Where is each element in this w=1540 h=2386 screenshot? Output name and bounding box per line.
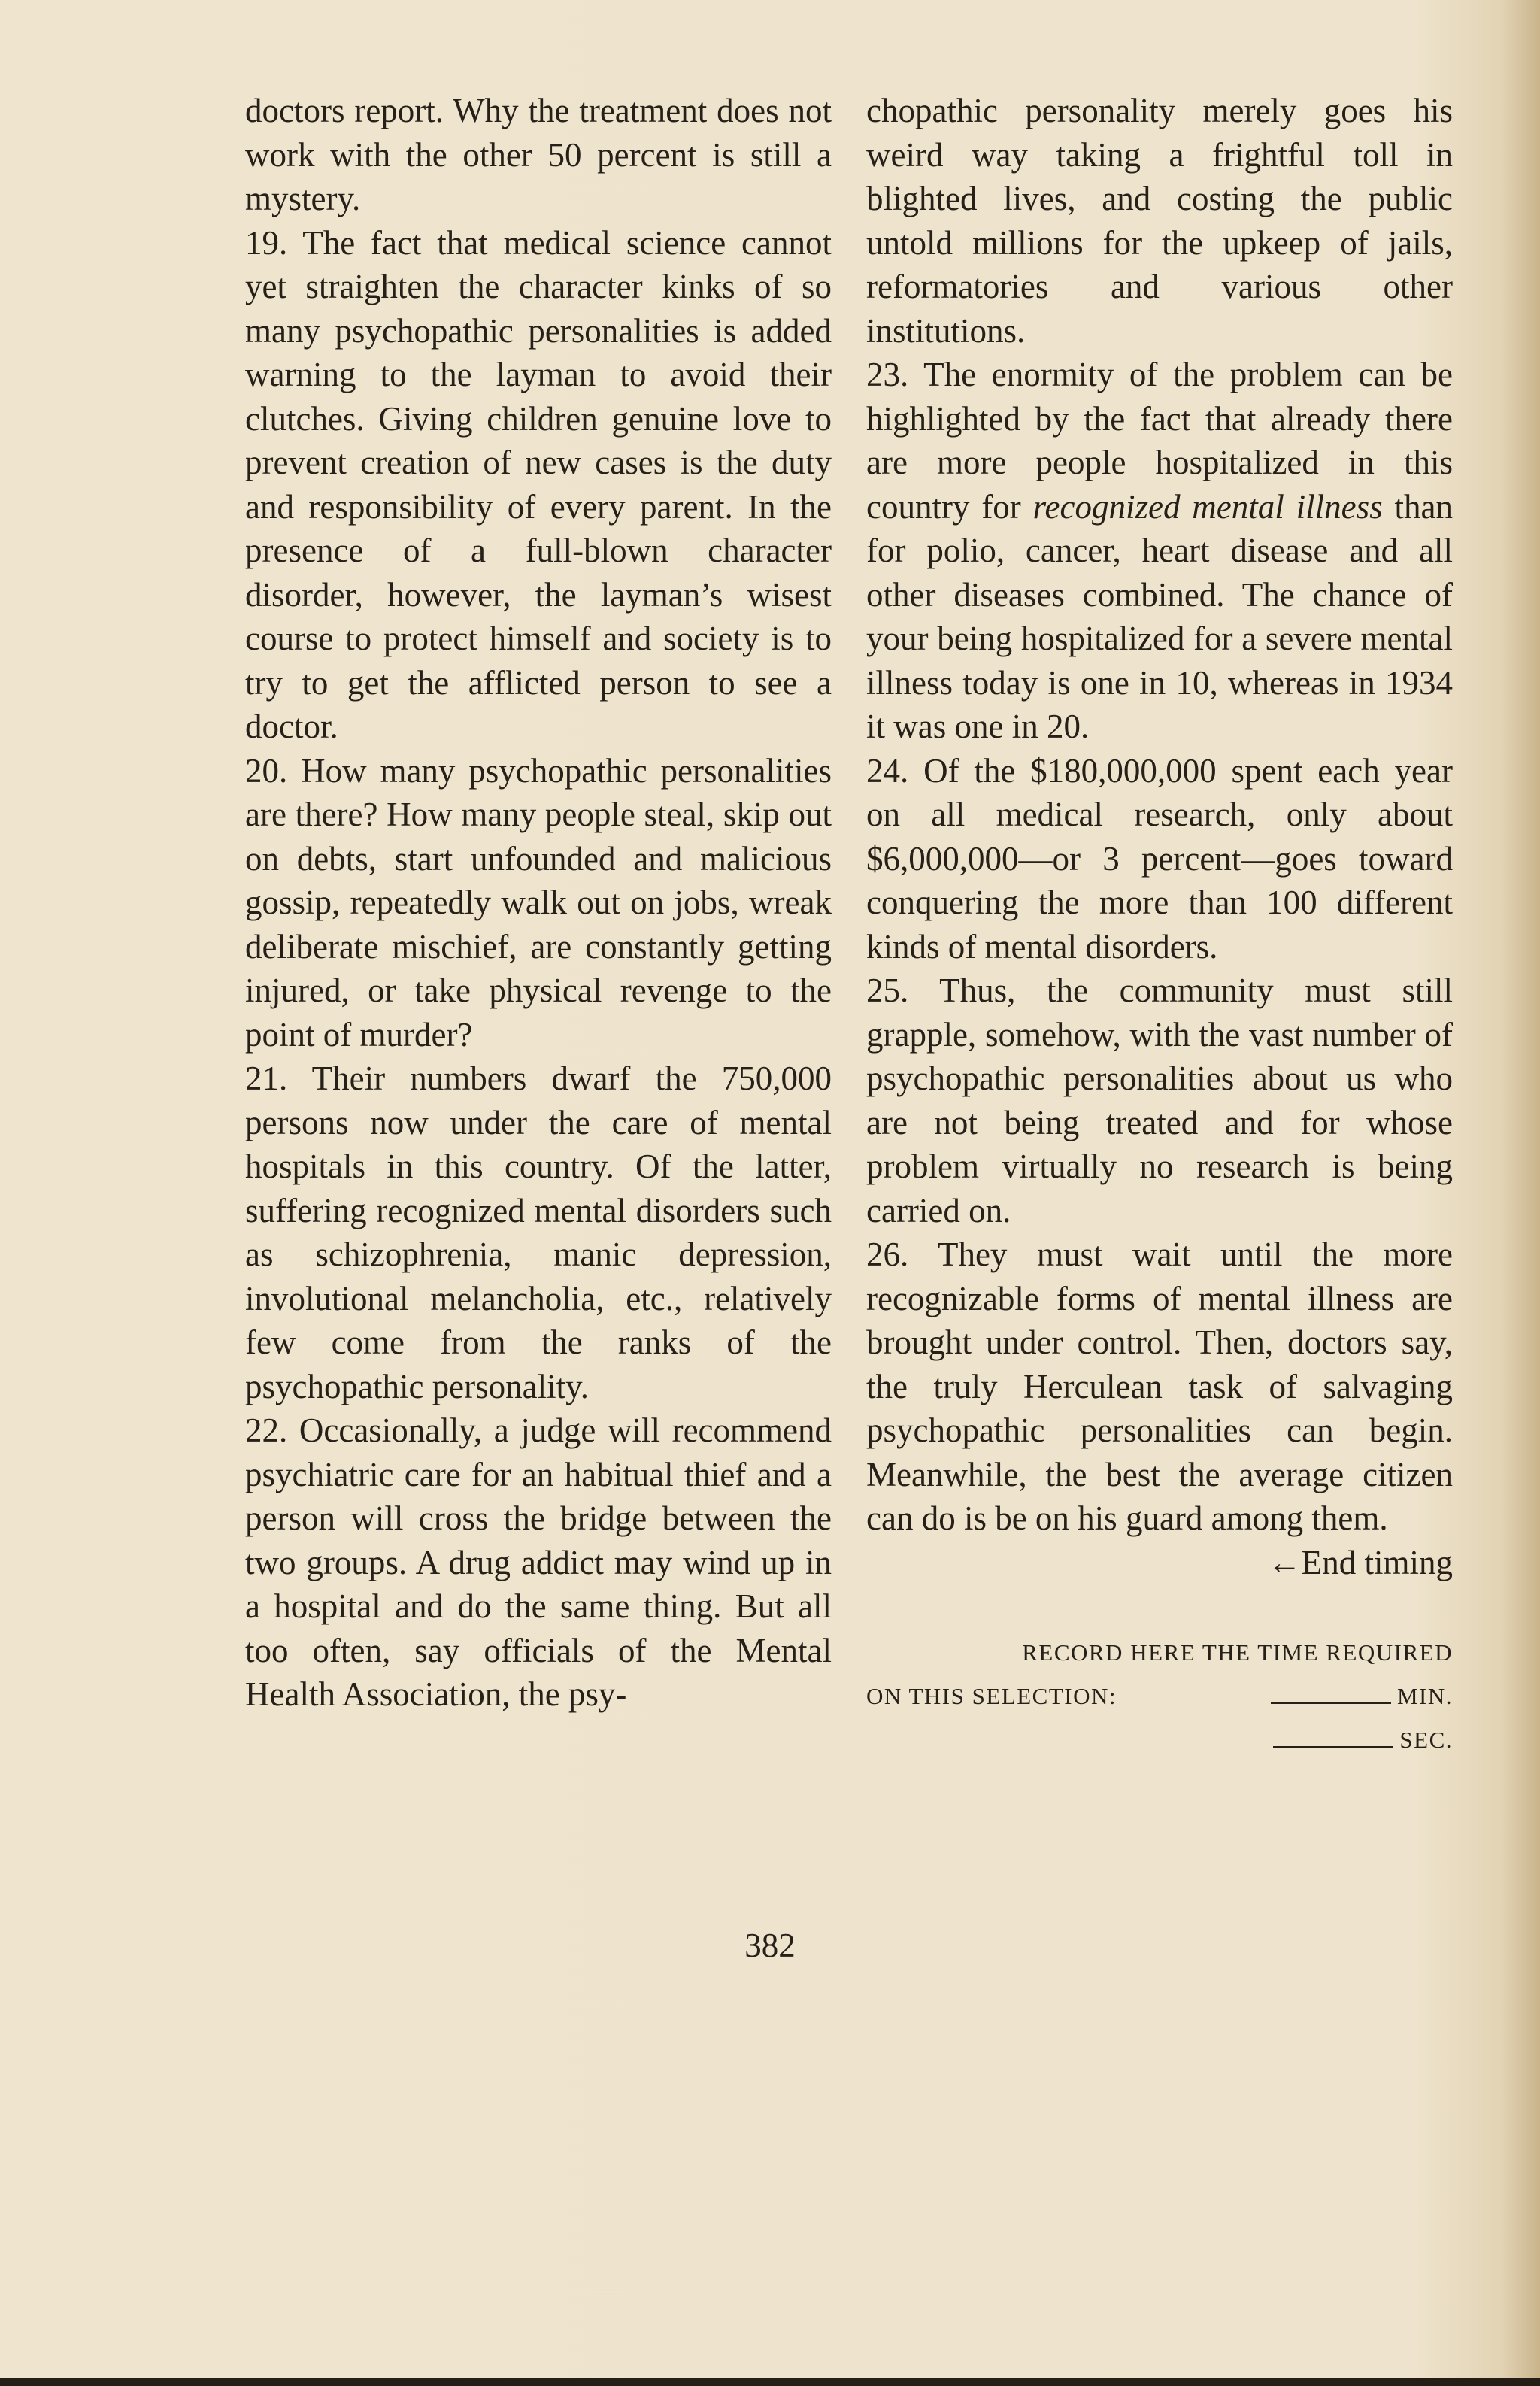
paragraph-20: 20. How many psychopathic personalities are there? How many people steal, skip out on debts, start unfounded and malicious gossip, repeatedly walk out on jobs, wreak deliberate mischief, are constantly getting injured, or take physical revenge to the point of murder? [245, 751, 832, 1054]
page-number: 382 [744, 1927, 796, 1964]
record-line-1 [866, 1631, 1453, 1675]
record-line-3 [866, 1718, 1453, 1762]
seconds-label: SEC. [1399, 1727, 1453, 1753]
paragraph-25: 25. Thus, the community must still grapple, somehow, with the vast number of psychopathic personalities about us who are not being treated and for whose problem virtually no research is being carried on. [866, 972, 1453, 1229]
paragraph-23-end: than for polio, cancer, heart disease and all other diseases combined. The chance of your being hospitalized for a severe mental illness today is one in 10, whereas in 1934 it was one in 20. [866, 487, 1453, 745]
minutes-label: MIN. [1396, 1683, 1453, 1709]
paragraph-19: 19. The fact that medical science cannot yet straighten the character kinks of so many psychopathic personalities is added warning to the layman to avoid their clutches. Giving children genuine love to prevent creation of new cases is the duty and responsibility of every parent. In the presence of a full-blown character disorder, however, the layman’s wisest course to protect himself and society is to try to get the afflicted person to see a doctor. [245, 223, 832, 745]
paragraph-23-italic: recognized mental illness [1032, 487, 1383, 526]
end-timing-marker: ←End timing [1267, 1543, 1453, 1581]
time-record-form [866, 1631, 1453, 1762]
record-instruction: RECORD HERE THE TIME REQUIRED [1022, 1639, 1453, 1666]
paragraph-23 [866, 353, 1453, 749]
paragraph-26: 26. They must wait until the more recognizable forms of mental illness are brought under control. Then, doctors say, the truly Herculean task of salvaging psychopathic personalities can begin. Meanwhile, the best the average citizen can do is be on his guard among them. [866, 1235, 1453, 1537]
paragraph-22-continued: chopathic personality merely goes his weird way taking a frightful toll in blighted lives, and costing the public untold millions for the upkeep of jails, reformatories and various other institutions. [866, 92, 1453, 350]
paragraph-22: 22. Occasionally, a judge will recommend psychiatric care for an habitual thief and a person will cross the bridge between the two groups. A drug addict may wind up in a hospital and do the same thing. But all too often, say officials of the Mental Health Association, the psy- [245, 1411, 832, 1713]
record-line-2 [866, 1675, 1453, 1718]
paragraph-18-end: doctors report. Why the treatment does not work with the other 50 percent is still a mystery. [245, 92, 832, 217]
record-selection-label: ON THIS SELECTION: [866, 1683, 1117, 1709]
right-column [866, 89, 1453, 1762]
left-column [245, 89, 832, 1717]
seconds-blank[interactable] [1273, 1745, 1393, 1748]
minutes-entry [1259, 1675, 1453, 1718]
paragraph-21: 21. Their numbers dwarf the 750,000 persons now under the care of mental hospitals in this country. Of the latter, suffering recognized mental disorders such as schizophrenia, manic depression, involutional melancholia, etc., relatively few come from the ranks of the psychopathic personality. [245, 1060, 832, 1405]
paragraph-23-start: 23. The enormity of the problem can be highlighted by the fact that already there are more people hospitalized in this country for [866, 356, 1453, 526]
minutes-blank[interactable] [1271, 1702, 1391, 1704]
paragraph-24: 24. Of the $180,000,000 spent each year on all medical research, only about $6,000,000—or 3 percent—goes toward conquering the more than 100 different kinds of mental disorders. [866, 751, 1453, 966]
